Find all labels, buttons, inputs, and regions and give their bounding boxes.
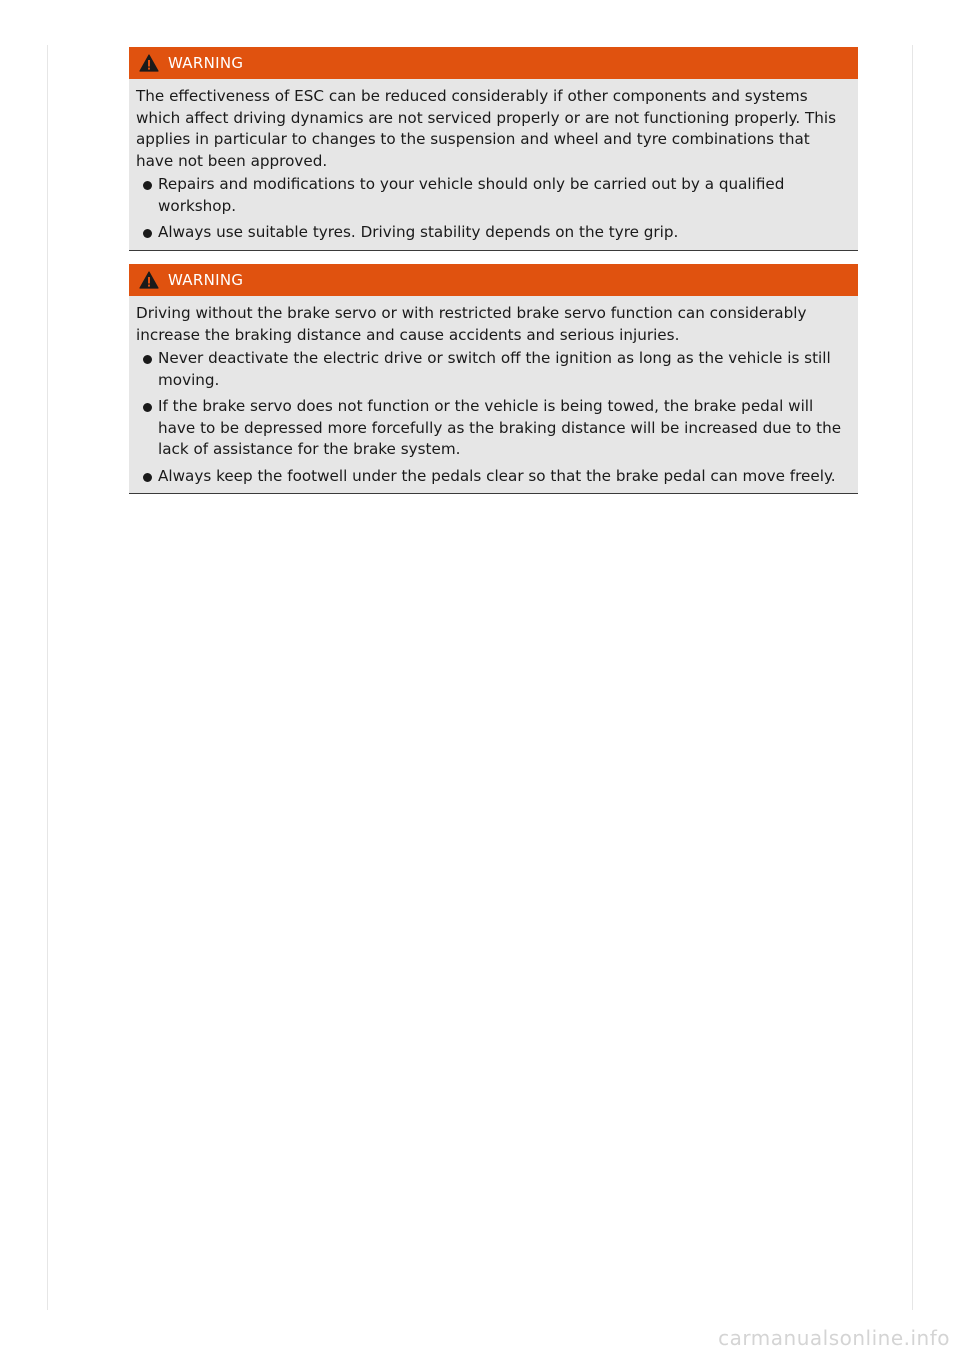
footer-watermark: carmanualsonline.info [718,1326,950,1350]
bullet-icon [143,355,152,364]
list-item [136,396,848,461]
bullet-icon [143,229,152,238]
list-item [136,222,848,244]
bullet-icon [143,473,152,482]
warning-header [129,264,858,296]
list-item-text: Always use suitable tyres. Driving stability depends on the tyre grip. [158,223,679,241]
warning-triangle-icon [139,54,159,72]
warning-title: WARNING [168,54,244,72]
warning-triangle-icon [139,271,159,289]
list-item-text: If the brake servo does not function or the vehicle is being towed, the brake pedal will have to be depressed more forcefully as the braking distance will be increased due to the lack of assistance for the brake system. [158,397,842,458]
warning-paragraph: The effectiveness of ESC can be reduced considerably if other components and systems which affect driving dynamics are not serviced properly or are not functioning properly. This applies in particular to changes to the suspension and wheel and tyre combinations that have not been approved. [136,87,837,170]
warning-paragraph: Driving without the brake servo or with restricted brake servo function can considerably increase the braking distance and cause accidents and serious injuries. [136,304,807,344]
page-margin-rule-left [47,45,48,1310]
list-item-text: Repairs and modifications to your vehicle should only be carried out by a qualified workshop. [158,175,785,215]
warning-bullet-list [136,174,848,244]
warning-body [129,296,858,493]
list-item [136,348,848,391]
list-item [136,174,848,217]
page-margin-rule-right [912,45,913,1310]
warning-body [129,79,858,250]
list-item-text: Never deactivate the electric drive or switch off the ignition as long as the vehicle is still moving. [158,349,831,389]
list-item [136,466,848,488]
warning-header [129,47,858,79]
bullet-icon [143,403,152,412]
warning-bullet-list [136,348,848,487]
warning-title: WARNING [168,271,244,289]
bullet-icon [143,181,152,190]
warning-box [129,264,858,494]
warning-box [129,47,858,251]
list-item-text: Always keep the footwell under the pedals clear so that the brake pedal can move freely. [158,466,836,485]
